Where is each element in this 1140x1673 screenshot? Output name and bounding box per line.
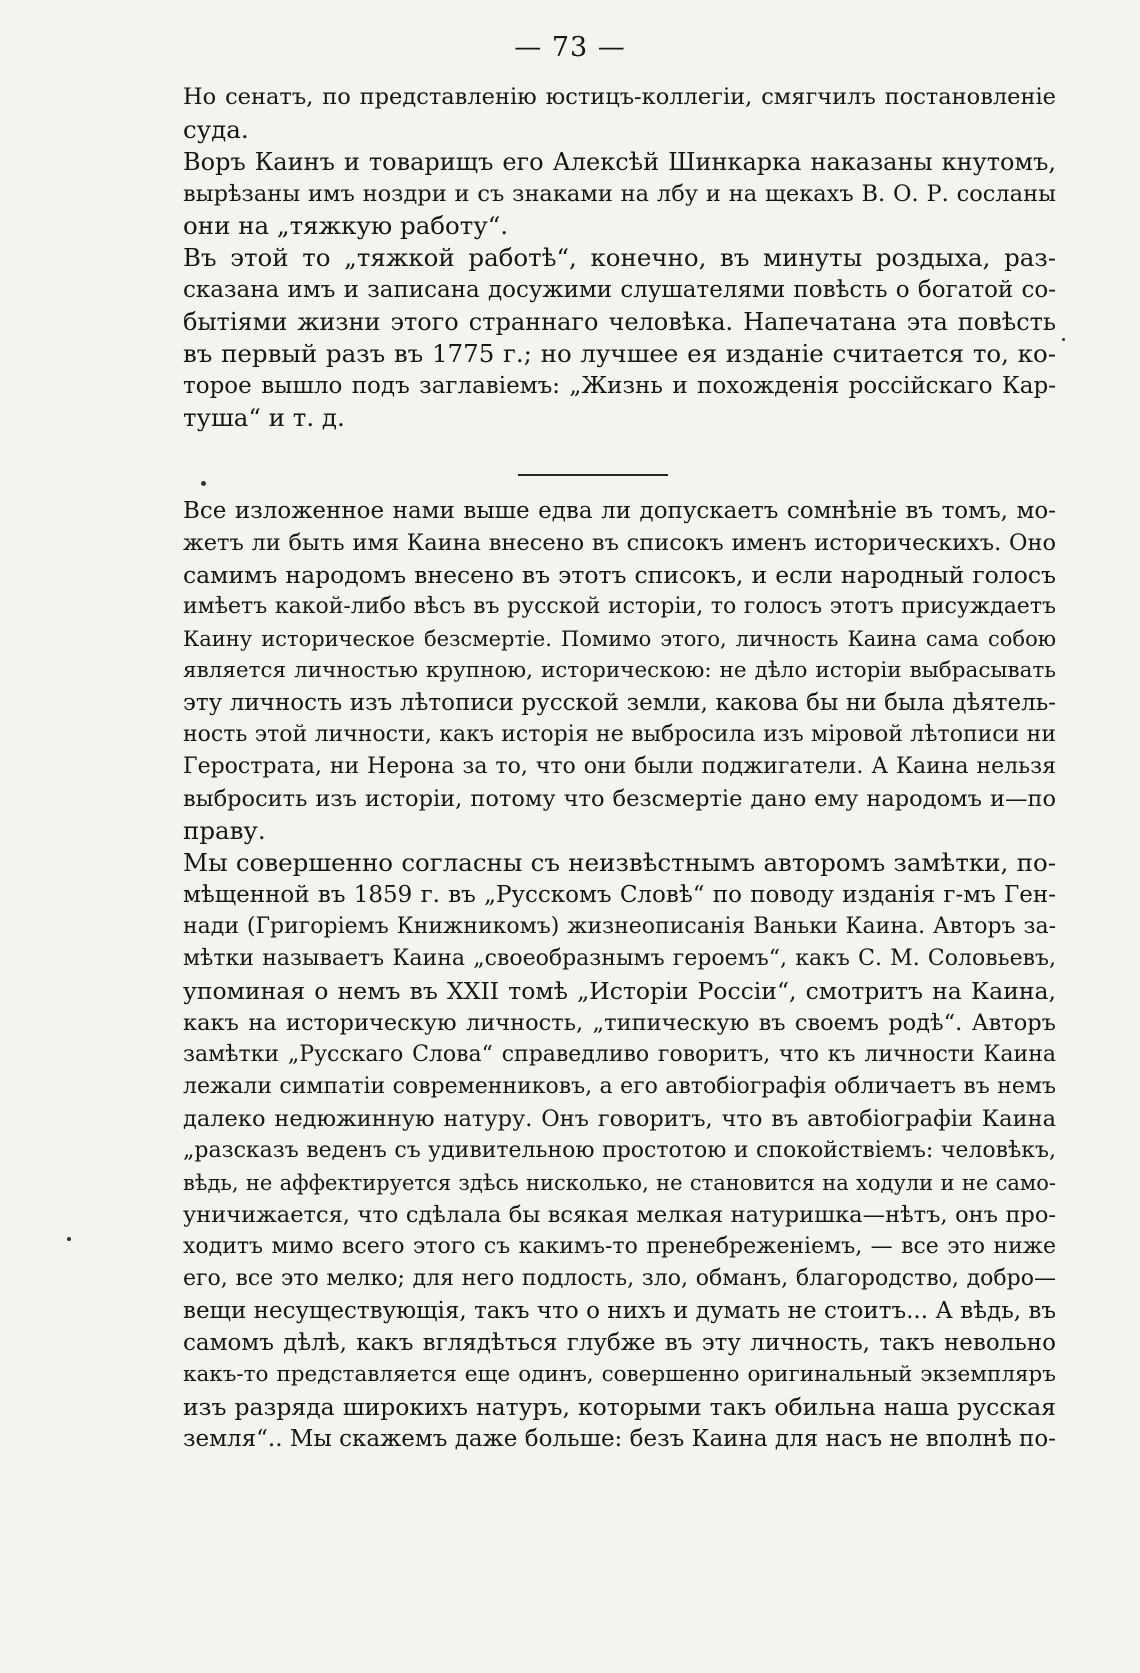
text-line: вѣдь, не аффектируется здѣсь нисколько, не становится на ходули и не само- bbox=[183, 1171, 1056, 1195]
text-line: уничижается, что сдѣлала бы всякая мелкая натуришка—нѣтъ, онъ про- bbox=[183, 1202, 1056, 1228]
text-line: вещи несуществующія, такъ что о нихъ и думать не стоитъ... А вѣдь, въ bbox=[183, 1298, 1056, 1324]
text-line: нади (Григоріемъ Книжникомъ) жизнеописанія Ваньки Каина. Авторъ за- bbox=[183, 914, 1056, 939]
text-line: ходитъ мимо всего этого съ какимъ-то пренебреженіемъ, — все это ниже bbox=[183, 1234, 1056, 1259]
print-speck bbox=[1062, 338, 1065, 341]
text-line: какъ на историческую личность, „типическую въ своемъ родѣ“. Авторъ bbox=[183, 1010, 1056, 1036]
text-line: торое вышло подъ заглавіемъ: „Жизнь и похожденія россійскаго Кар- bbox=[183, 373, 1056, 399]
text-line: вырѣзаны имъ ноздри и съ знаками на лбу и на щекахъ В. О. Р. сосланы bbox=[183, 181, 1056, 207]
page-number: — 73 — bbox=[514, 32, 626, 63]
text-line: Каину историческое безсмертіе. Помимо этого, личность Каина сама собою bbox=[183, 627, 1056, 651]
text-line: его, все это мелко; для него подлость, зло, обманъ, благородство, добро— bbox=[183, 1266, 1056, 1291]
text-line: они на „тяжкую работу“. bbox=[183, 211, 509, 240]
text-line: земля“.. Мы скажемъ даже больше: безъ Каина для насъ не вполнѣ по- bbox=[183, 1426, 1056, 1452]
text-line: сказана имъ и записана досужими слушателями повѣсть о богатой со- bbox=[183, 277, 1056, 303]
print-speck bbox=[67, 1237, 71, 1241]
text-line: далеко недюжинную натуру. Онъ говоритъ, что въ автобіографіи Каина bbox=[183, 1106, 1056, 1132]
text-line: Но сенатъ, по представленію юстицъ-коллегіи, смягчилъ постановленіе bbox=[183, 84, 1056, 110]
text-line: изъ разряда широкихъ натуръ, которыми такъ обильна наша русская bbox=[183, 1393, 1056, 1421]
text-line: самомъ дѣлѣ, какъ вглядѣться глубже въ эту личность, такъ невольно bbox=[183, 1330, 1056, 1356]
text-line: эту личность изъ лѣтописи русской земли, какова бы ни была дѣятель- bbox=[183, 690, 1056, 716]
text-line: „разсказъ веденъ съ удивительною простотою и спокойствіемъ: человѣкъ, bbox=[183, 1138, 1056, 1163]
text-line: какъ-то представляется еще одинъ, совершенно оригинальный экземпляръ bbox=[183, 1362, 1056, 1387]
text-line: Мы совершенно согласны съ неизвѣстнымъ авторомъ замѣтки, по- bbox=[183, 848, 1056, 877]
text-line: ность этой личности, какъ исторія не выбросила изъ міровой лѣтописи ни bbox=[183, 722, 1056, 747]
text-line: Въ этой то „тяжкой работѣ“, конечно, въ минуты роздыха, раз- bbox=[183, 243, 1056, 272]
text-line: мѣщенной въ 1859 г. въ „Русскомъ Словѣ“ по поводу изданія г-мъ Ген- bbox=[183, 882, 1056, 908]
text-line: является личностью крупною, историческою: не дѣло исторіи выбрасывать bbox=[183, 658, 1056, 683]
text-line: мѣтки называетъ Каина „своеобразнымъ героемъ“, какъ С. М. Соловьевъ, bbox=[183, 946, 1056, 971]
text-line: Все изложенное нами выше едва ли допускаетъ сомнѣніе въ томъ, мо- bbox=[183, 498, 1056, 524]
text-line: самимъ народомъ внесено въ этотъ списокъ, и если народный голосъ bbox=[183, 561, 1056, 589]
text-line: праву. bbox=[183, 816, 266, 845]
print-speck bbox=[201, 481, 206, 486]
text-line: Герострата, ни Нерона за то, что они были поджигатели. А Каина нельзя bbox=[183, 754, 1056, 779]
text-line: имѣетъ какой-либо вѣсъ въ русской исторіи, то голосъ этотъ присуждаетъ bbox=[183, 594, 1056, 619]
section-divider bbox=[518, 474, 668, 476]
text-line: выбросить изъ исторіи, потому что безсмертіе дано ему народомъ и—по bbox=[183, 786, 1056, 812]
text-line: туша“ и т. д. bbox=[183, 403, 345, 432]
text-line: жетъ ли быть имя Каина внесено въ списокъ именъ историческихъ. Оно bbox=[183, 530, 1056, 556]
text-line: упоминая о немъ въ XXII томѣ „Исторіи Россіи“, смотритъ на Каина, bbox=[183, 977, 1056, 1005]
text-line: лежали симпатіи современниковъ, а его автобіографія обличаетъ въ немъ bbox=[183, 1074, 1056, 1099]
text-line: суда. bbox=[183, 115, 249, 144]
text-line: бытіями жизни этого страннаго человѣка. Напечатана эта повѣсть bbox=[183, 308, 1056, 336]
text-line: Воръ Каинъ и товарищъ его Алексѣй Шинкарка наказаны кнутомъ, bbox=[183, 148, 1056, 176]
text-line: въ первый разъ въ 1775 г.; но лучшее ея изданіе считается то, ко- bbox=[183, 339, 1056, 368]
text-line: замѣтки „Русскаго Слова“ справедливо говоритъ, что къ личности Каина bbox=[183, 1042, 1056, 1067]
